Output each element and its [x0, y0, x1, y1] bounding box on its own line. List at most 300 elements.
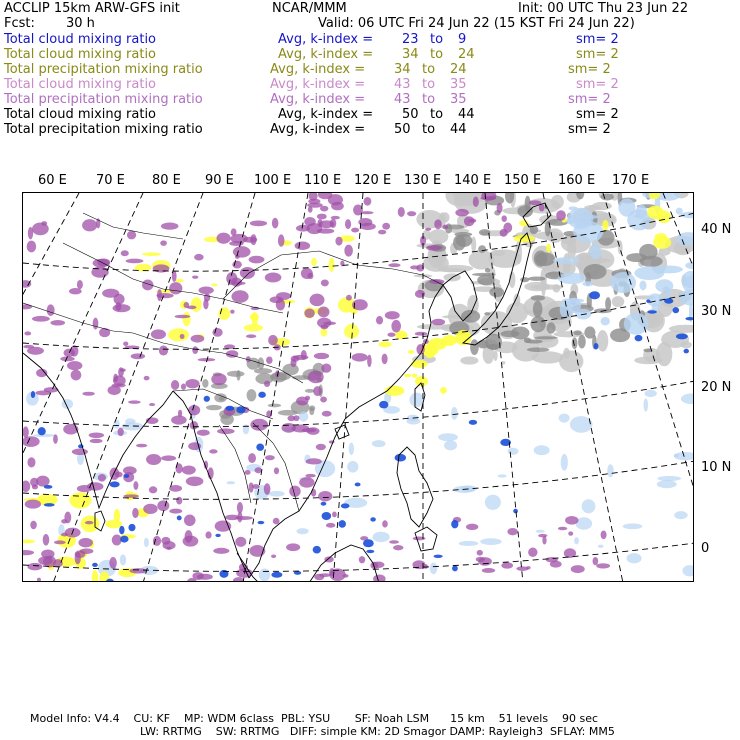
precip-area-purple: [97, 258, 110, 266]
precip-area-yellow: [647, 206, 664, 219]
precip-area-purple: [321, 280, 329, 287]
longitude-label: 150 E: [504, 173, 542, 188]
ice-cloud-area: [627, 553, 642, 563]
precip-area-purple: [157, 289, 162, 301]
longitude-label: 110 E: [304, 173, 342, 188]
precip-area-purple: [30, 521, 37, 530]
precip-area-purple: [473, 196, 479, 207]
cloud-area-dense: [477, 275, 495, 286]
ice-cloud-area: [409, 393, 424, 407]
precip-area-purple: [113, 374, 118, 383]
precip-area-purple: [292, 424, 310, 432]
ice-cloud-area: [498, 474, 507, 477]
precip-area-yellow: [412, 373, 417, 377]
legend-to-word: to: [430, 32, 444, 47]
precip-area-purple: [132, 508, 138, 518]
cloud-area-light: [681, 341, 692, 348]
ice-cloud-area: [582, 281, 593, 286]
precip-area-purple: [306, 458, 322, 464]
ice-cloud-area: [589, 244, 601, 260]
ice-cloud-area: [120, 554, 126, 565]
precip-area-purple: [181, 384, 186, 390]
ice-cloud-area: [681, 394, 694, 404]
precip-area-purple: [266, 356, 273, 363]
legend-avg: Avg, k-index =: [270, 92, 366, 107]
precip-area-purple: [37, 578, 41, 582]
cloud-area-dense: [489, 287, 504, 297]
precip-area-purple: [144, 376, 150, 381]
precip-area-purple: [308, 206, 313, 212]
precip-area-purple: [317, 318, 331, 328]
ice-cloud-area: [430, 563, 438, 575]
ice-cloud-area: [144, 538, 149, 547]
ice-cloud-area: [639, 281, 646, 291]
precip-area-purple: [213, 548, 229, 554]
cloud-area-dense: [485, 268, 490, 273]
precip-area-purple: [250, 220, 267, 226]
cloud-streak-blue: [322, 512, 332, 520]
precip-area-purple: [126, 259, 144, 264]
precip-area-purple: [346, 295, 352, 301]
cloud-streak-blue: [684, 349, 689, 354]
precip-area-purple: [123, 341, 128, 346]
precip-area-purple: [335, 237, 342, 246]
weather-map[interactable]: [22, 192, 694, 582]
forecast-hours: 30 h: [66, 16, 95, 31]
precip-area-purple: [67, 361, 82, 370]
longitude-label: 70 E: [96, 173, 125, 188]
cloud-streak-blue: [452, 565, 458, 571]
precip-area-purple: [28, 227, 33, 239]
precip-area-yellow: [411, 360, 428, 368]
precip-area-purple: [556, 210, 566, 220]
precip-area-purple: [415, 332, 428, 336]
precip-area-purple: [326, 523, 335, 528]
precip-area-purple: [313, 386, 322, 396]
ice-cloud-area: [299, 411, 309, 421]
precip-area-purple: [89, 433, 104, 438]
precip-area-purple: [61, 533, 68, 537]
ice-cloud-area: [643, 398, 648, 411]
precip-area-purple: [50, 320, 65, 326]
precip-area-yellow: [168, 328, 189, 341]
precip-area-purple: [35, 390, 51, 395]
ice-cloud-area: [559, 413, 570, 422]
precip-area-purple: [332, 511, 337, 517]
precip-area-purple: [359, 556, 365, 563]
precip-area-purple: [27, 457, 35, 467]
precip-area-purple: [194, 254, 204, 261]
legend-avg: Avg, k-index =: [270, 122, 366, 137]
precip-area-purple: [252, 484, 260, 489]
legend-sm: sm= 2: [568, 92, 611, 107]
precip-area-purple: [398, 207, 405, 217]
precip-area-purple: [382, 354, 388, 365]
precip-area-purple: [118, 367, 124, 377]
precip-area-yellow: [23, 540, 35, 544]
precip-area-purple: [497, 203, 503, 213]
precip-area-purple: [455, 209, 469, 216]
precip-area-purple: [305, 396, 310, 401]
ice-cloud-area: [485, 495, 501, 510]
cloud-streak-blue: [120, 536, 128, 543]
cloud-area-light: [489, 249, 522, 267]
legend-from: 43: [394, 77, 411, 92]
precip-area-purple: [255, 467, 262, 473]
precip-area-purple: [466, 524, 478, 530]
cloud-area-light: [417, 324, 453, 330]
precip-area-purple: [246, 334, 256, 338]
precip-area-purple: [268, 335, 278, 346]
cloud-area-light: [597, 330, 608, 352]
precip-area-purple: [432, 319, 446, 325]
legend-from: 23: [402, 32, 419, 47]
precip-area-purple: [550, 561, 562, 568]
precip-area-purple: [64, 349, 75, 357]
precip-area-purple: [442, 225, 447, 230]
precip-area-purple: [77, 280, 83, 289]
latitude-label: 10 N: [701, 460, 732, 475]
ice-cloud-area: [561, 454, 568, 471]
legend-to-word: to: [422, 62, 436, 77]
precip-area-purple: [265, 455, 275, 460]
precip-area-purple: [286, 543, 300, 551]
ice-cloud-area: [536, 530, 545, 533]
precip-area-purple: [538, 534, 547, 537]
cloud-area-light: [563, 348, 570, 359]
cloud-area-light: [559, 350, 583, 372]
ice-cloud-area: [459, 541, 479, 546]
precip-area-purple: [235, 537, 246, 547]
precip-area-purple: [306, 223, 322, 234]
cloud-streak-blue: [313, 546, 321, 554]
cloud-area-dense: [454, 232, 472, 237]
precip-area-purple: [293, 415, 299, 421]
longitude-line: [143, 193, 255, 582]
precip-area-purple: [169, 282, 182, 294]
precip-area-purple: [231, 290, 248, 303]
precip-area-purple: [82, 219, 97, 231]
ice-cloud-area: [259, 569, 270, 582]
precip-area-purple: [43, 534, 50, 546]
precip-area-purple: [185, 379, 199, 388]
cloud-area-light: [437, 268, 465, 272]
precip-area-purple: [568, 531, 573, 535]
precip-area-purple: [90, 439, 103, 443]
legend-field: Total cloud mixing ratio: [4, 47, 157, 62]
precip-area-purple: [23, 426, 29, 438]
precip-area-purple: [382, 223, 390, 230]
precip-area-purple: [345, 219, 351, 229]
precip-area-purple: [230, 310, 234, 314]
precip-area-purple: [407, 211, 416, 216]
cloud-streak-blue: [38, 427, 46, 435]
precip-area-purple: [192, 276, 198, 279]
precip-area-yellow: [250, 313, 259, 320]
longitude-label: 140 E: [454, 173, 492, 188]
precip-area-purple: [157, 500, 169, 511]
map-canvas: [23, 193, 694, 582]
cloud-area-dense: [573, 330, 581, 335]
precip-area-purple: [320, 397, 327, 403]
legend-field: Total precipitation mixing ratio: [4, 122, 203, 137]
ice-cloud-area: [508, 448, 519, 455]
cloud-streak-blue: [451, 520, 458, 529]
legend-sm: sm= 2: [576, 32, 619, 47]
precip-area-yellow: [69, 492, 91, 508]
precip-area-purple: [128, 400, 140, 403]
cloud-area-dense: [520, 277, 529, 282]
precip-area-purple: [245, 470, 251, 475]
precip-area-purple: [378, 230, 386, 235]
precip-area-purple: [85, 521, 94, 524]
legend-field: Total cloud mixing ratio: [4, 107, 157, 122]
cloud-area-dense: [533, 301, 542, 318]
precip-area-purple: [232, 261, 242, 269]
precip-area-purple: [205, 531, 211, 538]
precip-area-purple: [317, 214, 327, 220]
precip-area-yellow: [211, 283, 217, 286]
cloud-streak-blue: [363, 539, 374, 547]
precip-area-purple: [248, 453, 256, 463]
precip-area-purple: [53, 434, 58, 444]
latitude-label: 30 N: [701, 304, 732, 319]
precip-area-purple: [250, 234, 256, 245]
precip-area-purple: [23, 550, 34, 555]
cloud-area-dense: [572, 337, 578, 349]
precip-area-purple: [501, 562, 513, 568]
cloud-streak-blue: [672, 307, 679, 313]
precip-area-purple: [331, 202, 344, 211]
cloud-streak-blue: [594, 343, 599, 349]
cloud-streak-blue: [685, 317, 694, 320]
ice-cloud-area: [296, 528, 308, 534]
cloud-streak-blue: [395, 454, 406, 462]
legend-from: 43: [394, 92, 411, 107]
precip-area-purple: [318, 491, 332, 502]
cloud-streak-blue: [589, 291, 600, 299]
precip-area-purple: [351, 228, 359, 233]
precip-area-purple: [426, 245, 442, 251]
cloud-area-dense: [278, 410, 297, 416]
precip-area-purple: [217, 428, 235, 434]
precip-area-purple: [159, 346, 168, 356]
precip-area-purple: [169, 509, 182, 514]
cloud-streak-blue: [44, 503, 55, 507]
precip-area-purple: [240, 267, 255, 279]
legend-to: 24: [450, 62, 467, 77]
legend-sm: sm= 2: [576, 47, 619, 62]
precip-area-purple: [413, 537, 426, 541]
ice-cloud-area: [610, 272, 636, 293]
precip-area-purple: [360, 211, 373, 214]
longitude-label: 60 E: [38, 173, 67, 188]
cloud-area-dense: [309, 405, 315, 411]
cloud-area-dense: [271, 372, 291, 380]
precip-area-purple: [344, 245, 353, 257]
cloud-area-dense: [528, 277, 546, 281]
precip-area-purple: [149, 486, 157, 493]
cloud-streak-blue: [355, 482, 361, 486]
legend-field: Total precipitation mixing ratio: [4, 62, 203, 77]
cloud-streak-blue: [258, 521, 265, 524]
precip-area-purple: [121, 250, 129, 256]
ice-cloud-area: [269, 491, 285, 497]
ice-cloud-area: [534, 445, 550, 455]
cloud-area-dense: [219, 397, 225, 401]
latitude-line: [23, 381, 694, 427]
legend-to-word: to: [422, 122, 436, 137]
cloud-streak-blue: [321, 502, 327, 506]
cloud-streak-blue: [433, 555, 442, 558]
cloud-area-light: [428, 229, 448, 244]
precip-area-purple: [146, 454, 161, 465]
legend-sm: sm= 2: [568, 122, 611, 137]
cloud-area-light: [460, 356, 478, 364]
cloud-area-dense: [206, 405, 222, 410]
model-info-line2: LW: RRTMG SW: RRTMG DIFF: simple KM: 2D Smagor DAMP: Rayleigh3 SFLAY: MM5: [140, 725, 615, 738]
ice-cloud-area: [558, 273, 586, 284]
cloud-area-dense: [478, 245, 486, 253]
cloud-streak-blue: [339, 520, 346, 528]
ice-cloud-area: [451, 407, 458, 420]
cloud-streak-blue: [635, 335, 643, 342]
precip-area-purple: [115, 302, 121, 311]
precip-area-purple: [601, 531, 607, 540]
precip-area-yellow: [602, 220, 608, 231]
precip-area-purple: [118, 428, 124, 437]
precip-area-purple: [319, 573, 331, 577]
ice-cloud-area: [682, 565, 694, 576]
legend-avg: Avg, k-index =: [278, 32, 374, 47]
precip-area-purple: [32, 222, 49, 235]
precip-area-purple: [82, 392, 94, 396]
precip-area-purple: [275, 370, 279, 377]
cloud-streak-blue: [44, 485, 53, 489]
cloud-area-dense: [501, 331, 520, 338]
precip-area-purple: [209, 449, 217, 453]
precip-area-purple: [192, 346, 198, 354]
precip-area-purple: [270, 296, 284, 303]
precip-area-purple: [271, 554, 276, 558]
precip-area-purple: [212, 328, 222, 337]
precip-area-purple: [197, 430, 210, 436]
ice-cloud-area: [582, 499, 596, 513]
precip-area-purple: [123, 494, 139, 498]
legend-from: 34: [394, 62, 411, 77]
precip-area-purple: [80, 548, 94, 554]
precip-area-purple: [192, 572, 203, 580]
precip-area-yellow: [408, 350, 414, 354]
latitude-label: 0: [701, 541, 710, 556]
precip-area-purple: [387, 332, 395, 336]
precip-area-purple: [182, 465, 196, 474]
precip-area-purple: [331, 216, 340, 220]
legend-from: 50: [394, 122, 411, 137]
cloud-area-dense: [583, 264, 606, 279]
legend-sm: sm= 2: [568, 62, 611, 77]
legend-avg: Avg, k-index =: [270, 62, 366, 77]
cloud-streak-blue: [177, 515, 182, 520]
cloud-streak-blue: [31, 391, 35, 398]
ice-cloud-area: [645, 390, 657, 397]
precip-area-yellow: [546, 244, 551, 253]
precip-area-purple: [61, 519, 67, 523]
precip-area-purple: [393, 545, 403, 550]
precip-area-purple: [477, 550, 483, 556]
precip-area-purple: [127, 231, 136, 240]
precip-area-purple: [98, 474, 106, 482]
precip-area-yellow: [92, 570, 98, 582]
precip-area-purple: [367, 355, 372, 367]
cloud-area-dense: [486, 344, 499, 349]
cloud-area-dense: [531, 295, 545, 301]
precip-area-purple: [382, 520, 388, 527]
precip-area-purple: [186, 476, 204, 486]
ice-cloud-area: [676, 208, 683, 215]
precip-area-purple: [322, 411, 332, 417]
precip-area-purple: [112, 535, 122, 546]
legend-to: 9: [458, 32, 467, 47]
cloud-streak-blue: [124, 474, 129, 478]
precip-area-purple: [571, 565, 585, 573]
precip-area-purple: [593, 557, 599, 565]
precip-area-purple: [311, 489, 316, 497]
precip-area-purple: [175, 315, 191, 318]
coastline-hainan: [335, 425, 349, 439]
cloud-area-light: [612, 296, 625, 307]
precip-area-purple: [149, 403, 155, 406]
precip-area-yellow: [440, 387, 447, 394]
ice-cloud-area: [574, 537, 579, 544]
precip-area-purple: [308, 273, 314, 279]
precip-area-purple: [237, 512, 242, 523]
precip-area-purple: [184, 515, 196, 526]
cloud-area-light: [531, 284, 564, 289]
ice-cloud-area: [655, 279, 673, 292]
cloud-area-dense: [227, 371, 245, 377]
precip-area-purple: [318, 307, 330, 318]
precip-area-purple: [72, 448, 88, 455]
precip-area-purple: [71, 370, 82, 381]
cloud-area-dense: [534, 336, 557, 339]
cloud-streak-blue: [366, 550, 374, 553]
ice-cloud-area: [444, 440, 457, 450]
ice-cloud-area: [674, 511, 687, 519]
legend-to-word: to: [422, 77, 436, 92]
precip-area-purple: [415, 290, 425, 298]
precip-area-purple: [500, 229, 508, 237]
longitude-line: [53, 193, 203, 582]
longitude-label: 160 E: [558, 173, 596, 188]
legend-sm: sm= 2: [576, 107, 619, 122]
precip-area-purple: [161, 223, 179, 230]
legend-to: 24: [458, 47, 475, 62]
longitude-label: 120 E: [354, 173, 392, 188]
legend-sm: sm= 2: [576, 77, 619, 92]
legend-avg: Avg, k-index =: [278, 107, 374, 122]
precip-area-purple: [385, 311, 400, 319]
precip-area-purple: [133, 481, 138, 490]
precip-area-purple: [310, 294, 325, 307]
legend-from: 50: [402, 107, 419, 122]
precip-area-purple: [272, 218, 279, 229]
precip-area-purple: [316, 444, 326, 450]
cloud-streak-blue: [256, 444, 264, 451]
precip-area-purple: [171, 380, 179, 390]
precip-area-purple: [507, 528, 517, 535]
cloud-area-dense: [268, 404, 281, 408]
